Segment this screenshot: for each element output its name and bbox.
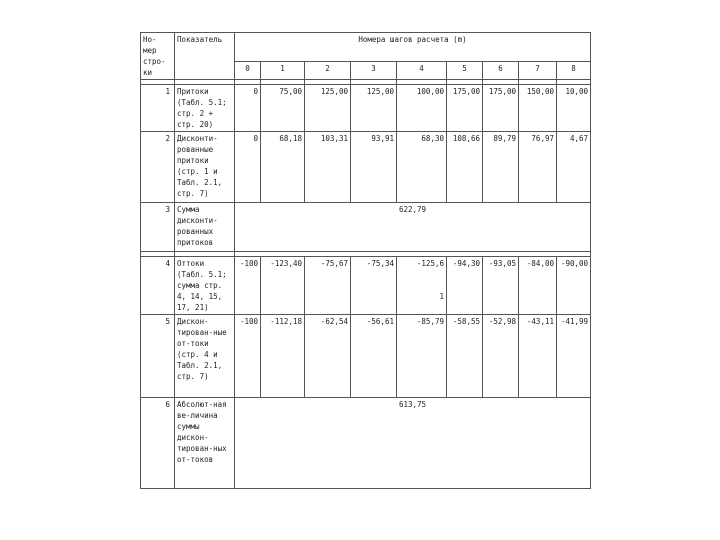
row-number: 5	[141, 315, 175, 398]
value-cell: -93,05	[483, 257, 519, 315]
value-cell: 125,00	[351, 85, 397, 132]
value-cell: -56,61	[351, 315, 397, 398]
row-label: Сумма дисконти-рованных притоков	[175, 203, 235, 252]
step-header: 4	[397, 62, 447, 80]
step-header: 5	[447, 62, 483, 80]
discounted-flows-table	[140, 32, 591, 489]
step-header: 8	[557, 62, 591, 80]
value-cell: 175,00	[483, 85, 519, 132]
row-number: 2	[141, 132, 175, 203]
value-cell: -41,99	[557, 315, 591, 398]
step-header: 2	[305, 62, 351, 80]
value-cell: 0	[235, 85, 261, 132]
step-header: 6	[483, 62, 519, 80]
value-cell: 68,30	[397, 132, 447, 203]
value-cell: -112,18	[261, 315, 305, 398]
table-row	[141, 315, 591, 398]
value-cell: -52,98	[483, 315, 519, 398]
value-cell: 75,00	[261, 85, 305, 132]
value-cell: 76,97	[519, 132, 557, 203]
value-cell: -58,55	[447, 315, 483, 398]
value-cell: -75,67	[305, 257, 351, 315]
row-number: 1	[141, 85, 175, 132]
indicator-header: Показатель	[175, 33, 235, 80]
table-row	[141, 257, 591, 315]
rownum-header: Но- мер стро- ки	[141, 33, 175, 80]
row-label: Абсолют-ная ве-личина суммы дискон-тирован-ных от-токов	[175, 398, 235, 489]
step-header: 0	[235, 62, 261, 80]
value-cell: -84,00	[519, 257, 557, 315]
value-cell: -90,00	[557, 257, 591, 315]
value-cell: 10,00	[557, 85, 591, 132]
row-number: 4	[141, 257, 175, 315]
value-cell: -62,54	[305, 315, 351, 398]
value-cell: -123,40	[261, 257, 305, 315]
row-label: Дисконти-рованные притоки (стр. 1 и Табл. 2.1, стр. 7)	[175, 132, 235, 203]
table-row	[141, 398, 591, 489]
value-cell: -94,30	[447, 257, 483, 315]
value-cell: 103,31	[305, 132, 351, 203]
row-label: Оттоки (Табл. 5.1; сумма стр. 4, 14, 15, 17, 21)	[175, 257, 235, 315]
steps-title-header: Номера шагов расчета (m)	[235, 33, 591, 62]
value-cell: 125,00	[305, 85, 351, 132]
value-cell: 108,66	[447, 132, 483, 203]
row-label: Дискон-тирован-ные от-токи (стр. 4 и Табл. 2.1, стр. 7)	[175, 315, 235, 398]
value-cell: 0	[235, 132, 261, 203]
value-cell: 100,00	[397, 85, 447, 132]
step-header: 7	[519, 62, 557, 80]
row-number: 3	[141, 203, 175, 252]
merged-value-cell: 622,79	[235, 203, 591, 252]
value-cell: -75,34	[351, 257, 397, 315]
row-number: 6	[141, 398, 175, 489]
value-cell: -85,79	[397, 315, 447, 398]
calculation-table-sheet	[140, 32, 590, 489]
value-cell: 175,00	[447, 85, 483, 132]
value-cell: -125,6 1	[397, 257, 447, 315]
value-cell: -100	[235, 315, 261, 398]
value-cell: 93,91	[351, 132, 397, 203]
merged-value-cell: 613,75	[235, 398, 591, 489]
value-cell: 4,67	[557, 132, 591, 203]
table-row	[141, 132, 591, 203]
table-row	[141, 85, 591, 132]
table-row	[141, 203, 591, 252]
row-label: Притоки (Табл. 5.1; стр. 2 + стр. 20)	[175, 85, 235, 132]
value-cell: 150,00	[519, 85, 557, 132]
step-header: 3	[351, 62, 397, 80]
value-cell: 89,79	[483, 132, 519, 203]
step-header: 1	[261, 62, 305, 80]
value-cell: -43,11	[519, 315, 557, 398]
value-cell: -100	[235, 257, 261, 315]
value-cell: 68,18	[261, 132, 305, 203]
